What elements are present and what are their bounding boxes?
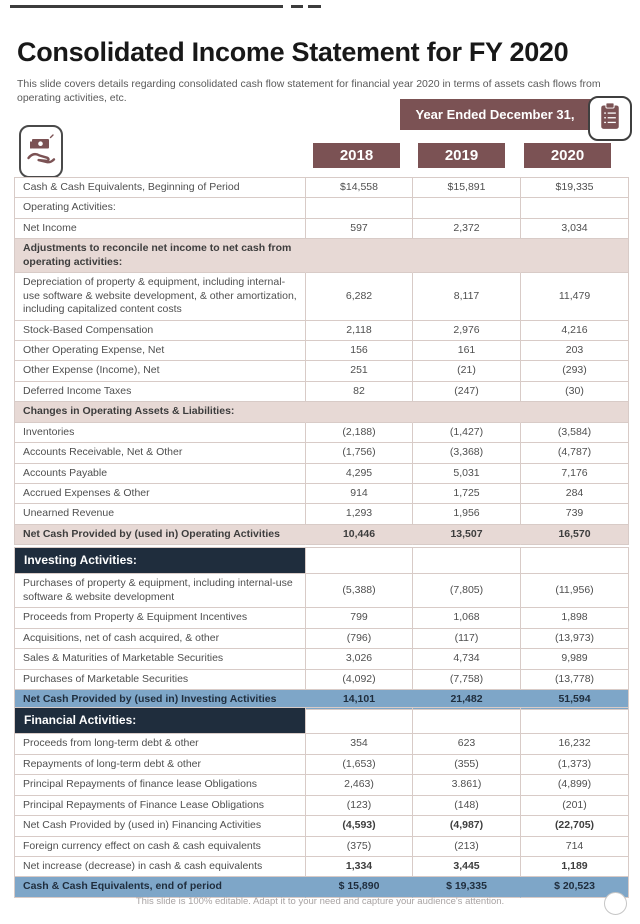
- row-label: Net Cash Provided by (used in) Financing Activities: [15, 816, 306, 836]
- row-value: (30): [521, 382, 629, 402]
- row-value: 623: [413, 734, 521, 754]
- row-value: 1,293: [306, 504, 413, 524]
- row-value: 51,594: [521, 690, 629, 710]
- row-value: (4,899): [521, 775, 629, 795]
- row-value: (123): [306, 796, 413, 816]
- row-value: (1,653): [306, 755, 413, 775]
- cash-badge: [19, 125, 63, 178]
- investing-activities-table: [14, 547, 629, 710]
- table-row: [15, 361, 629, 381]
- row-label: Net Cash Provided by (used in) Investing Activities: [15, 690, 306, 710]
- table-row: [15, 816, 629, 836]
- financial-activities-table: [14, 707, 629, 898]
- row-label: Acquisitions, net of cash acquired, & other: [15, 629, 306, 649]
- row-value: (375): [306, 837, 413, 857]
- table-row: [15, 548, 629, 574]
- row-value: [413, 239, 521, 273]
- row-value: 284: [521, 484, 629, 504]
- row-value: 3,445: [413, 857, 521, 877]
- clipboard-checklist-icon: [598, 102, 622, 135]
- row-value: (117): [413, 629, 521, 649]
- corner-circle-decoration: [604, 892, 627, 915]
- row-value: (1,756): [306, 443, 413, 463]
- row-value: (355): [413, 755, 521, 775]
- table-row: [15, 857, 629, 877]
- table-row: [15, 734, 629, 754]
- row-value: 16,570: [521, 525, 629, 545]
- row-value: (247): [413, 382, 521, 402]
- row-value: 2,372: [413, 219, 521, 239]
- row-value: (1,373): [521, 755, 629, 775]
- year-header-2019: 2019: [418, 143, 505, 168]
- hand-holding-cash-icon: [25, 132, 57, 171]
- row-value: (21): [413, 361, 521, 381]
- row-value: (796): [306, 629, 413, 649]
- table-row: [15, 608, 629, 628]
- row-value: $ 19,335: [413, 877, 521, 897]
- row-value: [306, 708, 413, 734]
- row-value: 3,034: [521, 219, 629, 239]
- row-value: (4,092): [306, 670, 413, 690]
- row-value: (2,188): [306, 423, 413, 443]
- row-value: (3,584): [521, 423, 629, 443]
- row-label: Changes in Operating Assets & Liabilities:: [15, 402, 306, 422]
- table-row: [15, 837, 629, 857]
- row-label: Accounts Payable: [15, 464, 306, 484]
- row-label: Inventories: [15, 423, 306, 443]
- row-value: 2,463): [306, 775, 413, 795]
- row-label: Purchases of Marketable Securities: [15, 670, 306, 690]
- table-row: [15, 219, 629, 239]
- table-row: [15, 239, 629, 273]
- table-row: [15, 629, 629, 649]
- row-value: [413, 402, 521, 422]
- table-row: [15, 423, 629, 443]
- row-value: [413, 548, 521, 574]
- row-value: 597: [306, 219, 413, 239]
- row-value: [306, 548, 413, 574]
- row-value: 11,479: [521, 273, 629, 320]
- row-value: [306, 239, 413, 273]
- period-banner-label: Year Ended December 31,: [415, 107, 575, 122]
- table-row: [15, 382, 629, 402]
- row-label: Stock-Based Compensation: [15, 321, 306, 341]
- row-value: $ 15,890: [306, 877, 413, 897]
- row-label: Cash & Cash Equivalents, end of period: [15, 877, 306, 897]
- table-row: [15, 708, 629, 734]
- row-value: 739: [521, 504, 629, 524]
- row-value: $14,558: [306, 178, 413, 198]
- operating-activities-table: [14, 177, 629, 545]
- row-value: 1,334: [306, 857, 413, 877]
- table-row: [15, 443, 629, 463]
- row-value: 1,956: [413, 504, 521, 524]
- table-row: [15, 649, 629, 669]
- row-value: $19,335: [521, 178, 629, 198]
- row-value: 3.861): [413, 775, 521, 795]
- row-value: 1,898: [521, 608, 629, 628]
- row-value: $15,891: [413, 178, 521, 198]
- clipboard-badge: [588, 96, 632, 141]
- period-banner: [400, 99, 612, 130]
- row-value: 4,734: [413, 649, 521, 669]
- table-row: [15, 402, 629, 422]
- row-value: 1,068: [413, 608, 521, 628]
- row-value: 6,282: [306, 273, 413, 320]
- table-row: [15, 504, 629, 524]
- row-value: (22,705): [521, 816, 629, 836]
- row-value: 161: [413, 341, 521, 361]
- footer-note: This slide is 100% editable. Adapt it to your need and capture your audience's attention.: [135, 896, 505, 907]
- row-value: 156: [306, 341, 413, 361]
- table-row: [15, 341, 629, 361]
- row-value: [413, 708, 521, 734]
- row-value: (3,368): [413, 443, 521, 463]
- row-value: (13,778): [521, 670, 629, 690]
- row-label: Proceeds from Property & Equipment Incentives: [15, 608, 306, 628]
- row-value: [521, 708, 629, 734]
- row-value: [521, 239, 629, 273]
- row-value: (293): [521, 361, 629, 381]
- table-row: [15, 321, 629, 341]
- row-value: 13,507: [413, 525, 521, 545]
- row-value: 251: [306, 361, 413, 381]
- page-title: Consolidated Income Statement for FY 2020: [17, 37, 569, 68]
- row-label: Depreciation of property & equipment, including internal-use software & website development, & other amortization, including capitalized content costs: [15, 273, 306, 320]
- year-header-2018: 2018: [313, 143, 400, 168]
- row-value: 354: [306, 734, 413, 754]
- row-label: Sales & Maturities of Marketable Securities: [15, 649, 306, 669]
- row-value: 14,101: [306, 690, 413, 710]
- top-rule-line: [10, 5, 283, 8]
- row-label: Foreign currency effect on cash & cash equivalents: [15, 837, 306, 857]
- row-label: Accounts Receivable, Net & Other: [15, 443, 306, 463]
- row-value: (7,805): [413, 574, 521, 608]
- table-row: [15, 525, 629, 545]
- row-label: Repayments of long-term debt & other: [15, 755, 306, 775]
- row-label: Proceeds from long-term debt & other: [15, 734, 306, 754]
- table-row: [15, 484, 629, 504]
- table-row: [15, 796, 629, 816]
- table-row: [15, 877, 629, 897]
- table-row: [15, 755, 629, 775]
- table-row: [15, 775, 629, 795]
- row-label: Net Income: [15, 219, 306, 239]
- row-label: Net Cash Provided by (used in) Operating Activities: [15, 525, 306, 545]
- row-value: 714: [521, 837, 629, 857]
- row-label: Net increase (decrease) in cash & cash equivalents: [15, 857, 306, 877]
- row-label: Accrued Expenses & Other: [15, 484, 306, 504]
- row-value: 799: [306, 608, 413, 628]
- row-value: 4,216: [521, 321, 629, 341]
- row-label: Deferred Income Taxes: [15, 382, 306, 402]
- row-value: 914: [306, 484, 413, 504]
- table-row: [15, 178, 629, 198]
- row-value: [521, 198, 629, 218]
- row-value: [521, 402, 629, 422]
- row-value: 7,176: [521, 464, 629, 484]
- row-label: Principal Repayments of Finance Lease Obligations: [15, 796, 306, 816]
- row-value: (13,973): [521, 629, 629, 649]
- row-value: 4,295: [306, 464, 413, 484]
- table-row: [15, 273, 629, 320]
- row-value: (4,787): [521, 443, 629, 463]
- row-value: [306, 402, 413, 422]
- row-value: 2,976: [413, 321, 521, 341]
- row-value: 1,725: [413, 484, 521, 504]
- row-value: (201): [521, 796, 629, 816]
- row-value: 82: [306, 382, 413, 402]
- row-label: Adjustments to reconcile net income to net cash from operating activities:: [15, 239, 306, 273]
- top-rule-dash: [291, 5, 303, 8]
- row-value: $ 20,523: [521, 877, 629, 897]
- row-value: [413, 198, 521, 218]
- table-row: [15, 574, 629, 608]
- row-value: 10,446: [306, 525, 413, 545]
- slide-subtitle: This slide covers details regarding consolidated cash flow statement for financial year 2020 in terms of assets cash flows from operating activities, etc.: [17, 77, 601, 104]
- row-value: 8,117: [413, 273, 521, 320]
- row-label: Other Expense (Income), Net: [15, 361, 306, 381]
- row-value: 16,232: [521, 734, 629, 754]
- table-row: [15, 670, 629, 690]
- row-value: [306, 198, 413, 218]
- row-value: (1,427): [413, 423, 521, 443]
- row-value: 9,989: [521, 649, 629, 669]
- row-value: 3,026: [306, 649, 413, 669]
- table-row: [15, 464, 629, 484]
- row-value: 203: [521, 341, 629, 361]
- row-value: (4,593): [306, 816, 413, 836]
- row-value: (4,987): [413, 816, 521, 836]
- year-header-2020: 2020: [524, 143, 611, 168]
- row-label: Investing Activities:: [15, 548, 306, 574]
- row-label: Cash & Cash Equivalents, Beginning of Period: [15, 178, 306, 198]
- row-value: (148): [413, 796, 521, 816]
- row-value: (7,758): [413, 670, 521, 690]
- row-value: (213): [413, 837, 521, 857]
- row-label: Purchases of property & equipment, including internal-use software & website development: [15, 574, 306, 608]
- top-rule-dash: [308, 5, 321, 8]
- row-value: 2,118: [306, 321, 413, 341]
- row-value: (11,956): [521, 574, 629, 608]
- row-value: 1,189: [521, 857, 629, 877]
- row-label: Unearned Revenue: [15, 504, 306, 524]
- row-label: Other Operating Expense, Net: [15, 341, 306, 361]
- row-value: 5,031: [413, 464, 521, 484]
- table-row: [15, 198, 629, 218]
- row-label: Financial Activities:: [15, 708, 306, 734]
- row-value: (5,388): [306, 574, 413, 608]
- row-label: Operating Activities:: [15, 198, 306, 218]
- row-value: [521, 548, 629, 574]
- row-value: 21,482: [413, 690, 521, 710]
- row-label: Principal Repayments of finance lease Obligations: [15, 775, 306, 795]
